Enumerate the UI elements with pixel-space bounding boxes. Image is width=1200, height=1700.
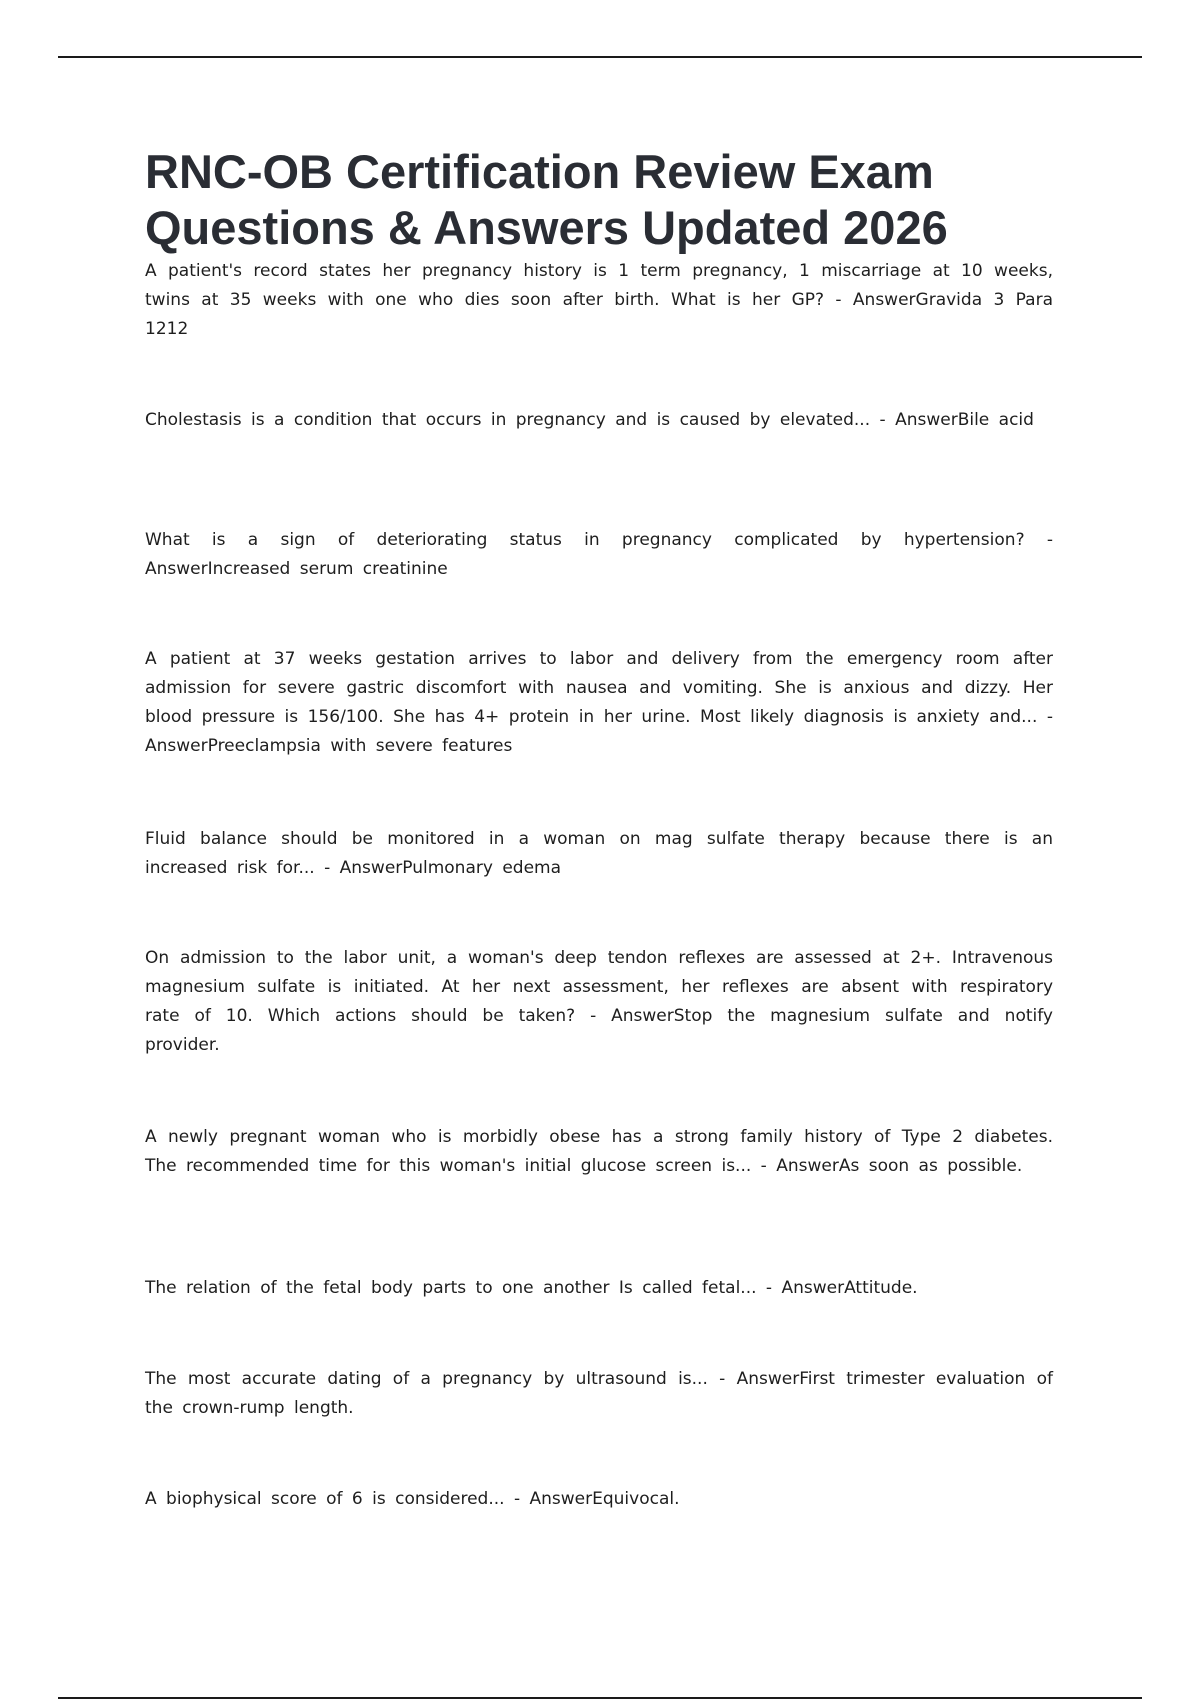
separator: - (1037, 707, 1053, 727)
question-text: The relation of the fetal body parts to one another Is called fetal... (145, 1278, 757, 1298)
separator: - (824, 290, 853, 310)
question-text: Fluid balance should be monitored in a woman on mag sulfate therapy because there is an increased risk for... (145, 829, 1053, 878)
question-text: What is a sign of deteriorating status in pregnancy complicated by hypertension? (145, 530, 1025, 550)
answer-text: AnswerPreeclampsia with severe features (145, 736, 513, 756)
answer-text: AnswerEquivocal. (529, 1489, 680, 1509)
answer-text: AnswerAttitude. (781, 1278, 918, 1298)
separator: - (870, 410, 896, 430)
separator: - (751, 1156, 777, 1176)
page-title: RNC-OB Certification Review Exam Questions & Answers Updated 2026 (145, 145, 948, 254)
answer-text: AnswerPulmonary edema (339, 858, 562, 878)
question-text: The most accurate dating of a pregnancy by ultrasound is... (145, 1369, 708, 1389)
qa-item-1 (145, 257, 1053, 344)
answer-text: AnswerFirst trimester evaluation of the crown-rump length. (145, 1369, 1053, 1418)
qa-item-8 (145, 1274, 1053, 1303)
answer-text: AnswerGravida 3 Para 1212 (145, 290, 1053, 339)
separator: - (575, 1006, 612, 1026)
question-text: A newly pregnant woman who is morbidly obese has a strong family history of Type 2 diabetes. The recommended time for this woman's initial glucose screen is... (145, 1127, 1053, 1176)
question-text: A patient's record states her pregnancy history is 1 term pregnancy, 1 miscarriage at 10 weeks, twins at 35 weeks with one who dies soon after birth. What is her GP? (145, 261, 1053, 310)
answer-text: AnswerStop the magnesium sulfate and notify provider. (145, 1006, 1053, 1055)
qa-item-5 (145, 825, 1053, 883)
answer-text: AnswerAs soon as possible. (776, 1156, 1023, 1176)
separator: - (314, 858, 340, 878)
separator: - (756, 1278, 782, 1298)
question-text: A patient at 37 weeks gestation arrives to labor and delivery from the emergency room after admission for severe gastric discomfort with nausea and vomiting. She is anxious and dizzy. Her blood pressure is 156/100. She has 4+ protein in her urine. Most likely diagnosis is anxiety and... (145, 649, 1053, 727)
question-text: A biophysical score of 6 is considered... (145, 1489, 505, 1509)
qa-item-7 (145, 1123, 1053, 1181)
answer-text: AnswerIncreased serum creatinine (145, 559, 448, 579)
top-divider (58, 56, 1142, 58)
qa-item-2 (145, 406, 1053, 435)
question-text: Cholestasis is a condition that occurs in pregnancy and is caused by elevated... (145, 410, 871, 430)
separator: - (1024, 530, 1053, 550)
qa-item-3 (145, 526, 1053, 584)
qa-item-6 (145, 944, 1053, 1060)
qa-item-10 (145, 1485, 1053, 1514)
qa-item-9 (145, 1365, 1053, 1423)
separator: - (504, 1489, 530, 1509)
separator: - (707, 1369, 737, 1389)
question-text: On admission to the labor unit, a woman's deep tendon reflexes are assessed at 2+. Intravenous magnesium sulfate is initiated. At her next assessment, her reflexes are absent with respiratory rate of 10. Which actions should be taken? (145, 948, 1053, 1026)
answer-text: AnswerBile acid (895, 410, 1034, 430)
qa-item-4 (145, 645, 1053, 761)
bottom-divider (58, 1697, 1142, 1699)
